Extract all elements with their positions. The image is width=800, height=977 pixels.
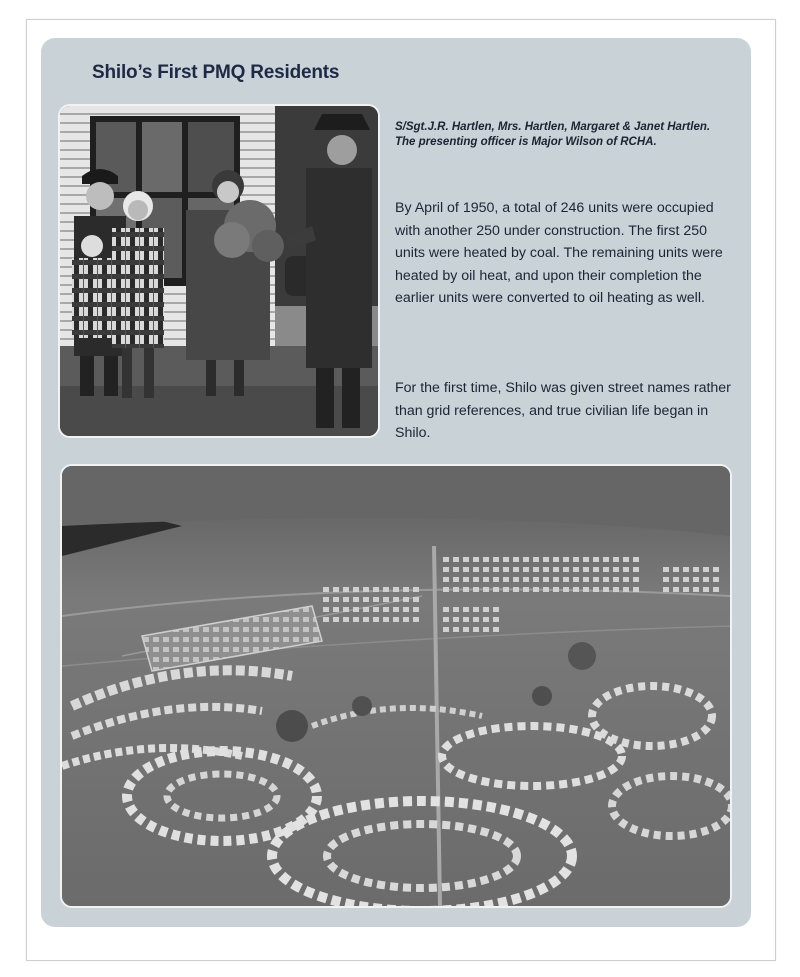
aerial-photo [60, 464, 732, 908]
page-title: Shilo’s First PMQ Residents [92, 62, 340, 83]
body-paragraph: By April of 1950, a total of 246 units were occupied with another 250 under construction. The first 250 units were heated by coal. The remaining units were heated by oil heat, and upon their completion the earlier units were converted to oil heating as well. [395, 200, 723, 306]
residents-photo [58, 104, 380, 438]
photo-caption: S/Sgt.J.R. Hartlen, Mrs. Hartlen, Margaret & Janet Hartlen. The presenting officer is Major Wilson of RCHA. [395, 121, 711, 148]
body-paragraph: For the first time, Shilo was given street names rather than grid references, and true civilian life began in Shilo. [395, 380, 731, 441]
